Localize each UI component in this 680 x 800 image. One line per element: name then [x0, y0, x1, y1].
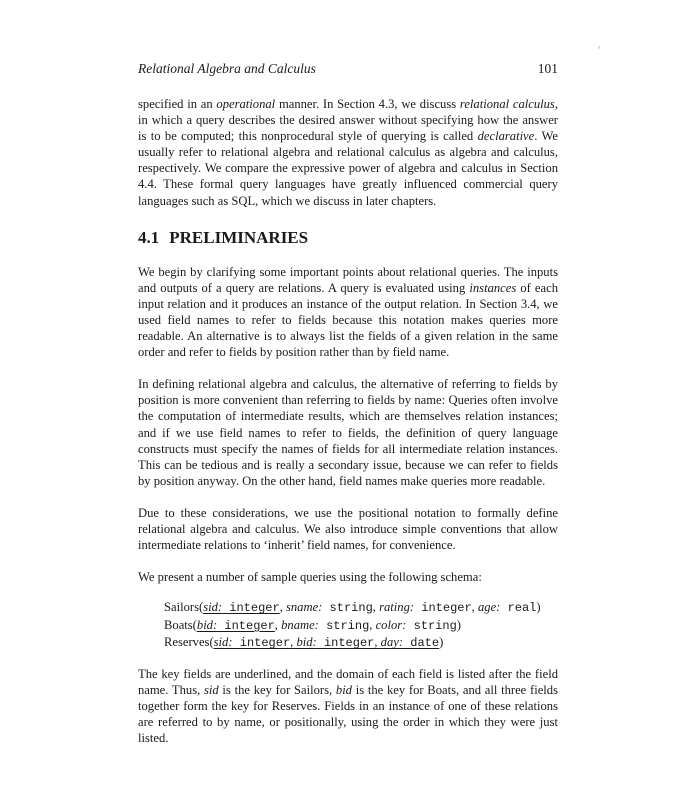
field-name: bid:: [196, 617, 218, 632]
emph-relational-calculus: relational calculus: [459, 97, 555, 111]
separator: ,: [274, 617, 282, 632]
text-run: We begin by clarifying some important points about relational queries. The inputs and outputs of a query are relations. A query is evaluated using: [138, 264, 558, 295]
field-name: sname:: [285, 600, 323, 615]
paragraph-clarifying: [138, 264, 558, 361]
schema-sailors: [164, 599, 558, 617]
separator: ,: [290, 635, 297, 650]
section-title: PRELIMINARIES: [169, 227, 309, 247]
field-name: rating:: [379, 600, 415, 615]
field-type: integer: [414, 601, 472, 616]
field-name: color:: [375, 617, 407, 632]
paragraph-considerations: Due to these considerations, we use the positional notation to formally define relational algebra and calculus. We also introduce simple conventions that allow intermediate relations to ‘inherit’ field names, for convenience.: [138, 505, 558, 553]
field-type: string: [318, 618, 370, 633]
field-type: integer: [222, 601, 280, 616]
text-run: of each input relation and it produces an instance of the output relation. In Section 3.4, we used field names to refer to fields because this notation makes queries more readable. An alternative is to always list the fields of a given relation in the same order and refer to fields by position rather than by field name.: [138, 280, 558, 360]
key-field: [203, 600, 280, 614]
text-run: . We usually refer to relational algebra and relational calculus as algebra and calculus, respectively. We compare the expressive power of algebra and calculus in Section 4.4. These formal query languages have greatly influenced commercial query languages such as SQL, which we discuss in later chapters.: [138, 129, 558, 208]
separator: ): [536, 600, 541, 615]
field-type: date: [403, 636, 440, 651]
text-run: The key fields are underlined, and the domain of each field is listed after the field name. Thus,: [138, 666, 558, 697]
separator: ,: [369, 617, 376, 632]
field-name: bid:: [296, 635, 317, 650]
field-name: bname:: [281, 617, 319, 632]
relation-name: Boats(: [164, 617, 197, 632]
separator: ): [456, 617, 461, 632]
relation-name: Sailors(: [164, 600, 204, 615]
text-run: , in which a query describes the desired answer without specifying how the answer is to be computed; this nonprocedural style of querying is called: [138, 97, 558, 144]
page-number: 101: [537, 61, 558, 76]
paragraph-key-fields: [138, 666, 558, 746]
text-run: is the key for Boats, and all three fields together form the key for Reserves. Fields in an instance of one of these relations are referred to by name, or positionally, using the order in which they were just listed.: [138, 682, 558, 746]
text-run: specified in an: [138, 97, 217, 111]
scan-speck: [598, 46, 600, 49]
emph-sid: sid: [204, 682, 219, 697]
schema-boats: [164, 617, 558, 635]
running-title: Relational Algebra and Calculus: [138, 61, 316, 76]
section-number: 4.1: [138, 227, 160, 247]
separator: ): [439, 635, 444, 650]
emph-declarative: declarative: [477, 129, 535, 144]
paragraph-schema-intro: We present a number of sample queries using the following schema:: [138, 570, 482, 585]
text-run: is the key for Sailors,: [218, 682, 336, 697]
section-heading: [138, 227, 558, 249]
field-type: string: [322, 601, 373, 616]
intro-paragraph: [138, 96, 558, 209]
field-type: integer: [316, 636, 375, 651]
separator: ,: [471, 600, 478, 615]
schema-block: [164, 599, 558, 652]
running-header: [138, 58, 558, 80]
field-type: integer: [232, 636, 291, 651]
emph-operational: operational: [216, 97, 276, 111]
relation-name: Reserves(: [164, 635, 214, 650]
separator: ,: [372, 600, 380, 615]
emph-instances: instances: [469, 280, 517, 295]
book-page: [138, 58, 558, 746]
separator: ,: [374, 635, 381, 650]
separator: ,: [279, 600, 286, 615]
text-run: manner. In Section 4.3, we discuss: [275, 97, 460, 111]
field-name: day:: [380, 635, 404, 650]
field-name: age:: [477, 600, 501, 615]
schema-reserves: [164, 634, 558, 652]
emph-bid: bid: [335, 682, 352, 697]
field-type: string: [406, 618, 457, 633]
key-field: [197, 618, 275, 632]
field-name: sid:: [213, 635, 233, 650]
key-field-group: [214, 635, 439, 649]
field-type: real: [500, 601, 537, 616]
field-type: integer: [217, 618, 275, 633]
field-name: sid:: [203, 600, 223, 615]
paragraph-positional: In defining relational algebra and calculus, the alternative of referring to fields by position is more convenient than referring to fields by name: Queries often involve the computation of intermediate results, which are themselves relation instances; and if we use field names to refer to fields, the definition of query language constructs must specify the names of fields for all intermediate relation instances. This can be tedious and is really a secondary issue, because we can refer to fields by position anyway. On the other hand, field names make queries more readable.: [138, 377, 558, 488]
